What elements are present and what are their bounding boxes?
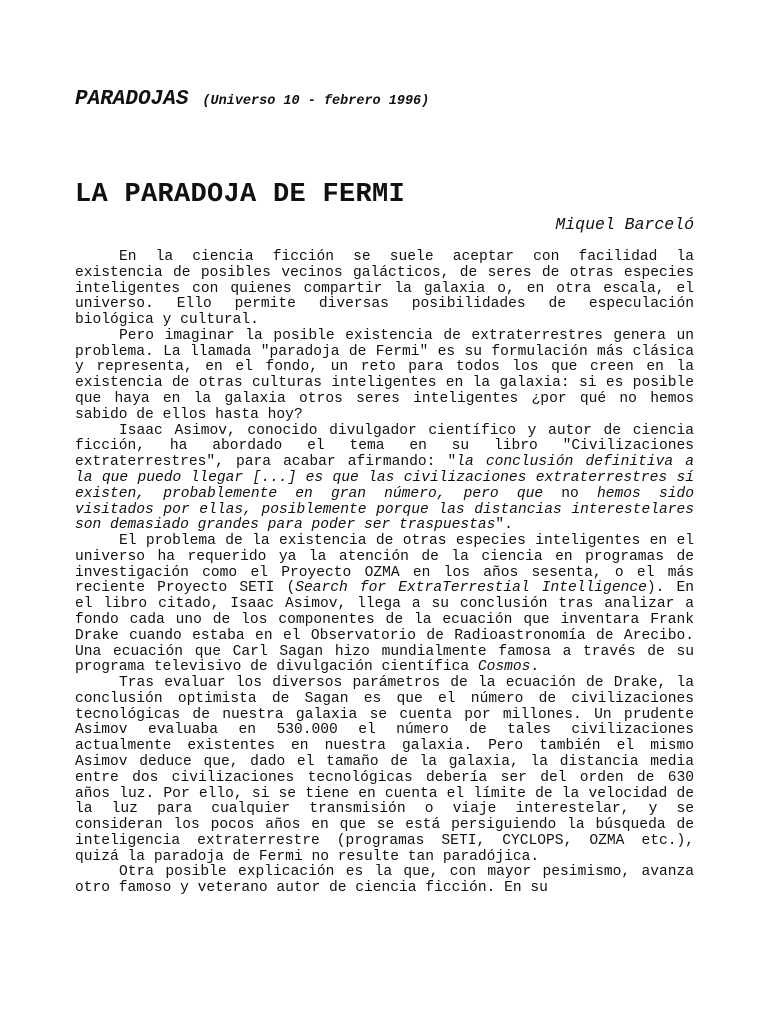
paragraph: Pero imaginar la posible existencia de extraterrestres genera un problema. La llamada "paradoja de Fermi" es su formulación más clásica y representa, en el fondo, un reto para todos los que creen en la existencia de otras culturas inteligentes en la galaxia: si es posible que haya en la galaxia otros seres inteligentes ¿por qué no hemos sabido de ellos hasta hoy? [75,327,694,423]
article-title: LA PARADOJA DE FERMI [75,180,406,210]
text-run: Isaac Asimov, conocido divulgador científico y autor de ciencia ficción, ha abordado el tema en su libro "Civilizaciones extraterrestres", para acabar afirmando: " [75,422,694,471]
section-header [75,88,429,111]
text-run: ). En el libro citado, Isaac Asimov, llega a su conclusión tras analizar a fondo cada uno de los componentes de la ecuación que inventara Frank Drake cuando estaba en el Observatorio de Radioastronomía de Arecibo. Una ecuación que Carl Sagan hizo mundialmente famosa a través de su programa televisivo de divulgación científica [75,580,694,676]
quote-italic: hemos sido visitados por ellas, posiblemente porque las distancias interestelares son demasiado grandes para poder ser traspuestas [75,485,694,534]
article-body [75,250,694,897]
paragraph: Tras evaluar los diversos parámetros de la ecuación de Drake, la conclusión optimista de Sagan es que el número de civilizaciones tecnológicas de nuestra galaxia se cuenta por millones. Un prudente Asimov evaluaba en 530.000 el número de tales civilizaciones actualmente existentes en nuestra galaxia. Pero también el mismo Asimov deduce que, dado el tamaño de la galaxia, la distancia media entre dos civilizaciones tecnológicas debería ser del orden de 630 años luz. Por ello, si se tiene en cuenta el límite de la velocidad de la luz para cualquier transmisión o viaje interestelar, y se consideran los pocos años en que se está persiguiendo la búsqueda de inteligencia extraterrestre (programas SETI, CYCLOPS, OZMA etc.), quizá la paradoja de Fermi no resulte tan paradójica. [75,675,694,865]
text-run: ". [495,517,513,534]
quote-italic: la conclusión definitiva a la que puedo llegar [...] es que las civilizaciones extraterrestres sí existen, probablemente en gran número, pero que [75,454,694,502]
text-run: El problema de la existencia de otras especies inteligentes en el universo ha requerido ya la atención de la ciencia en programas de investigación como el Proyecto OZMA en los años sesenta, o el más reciente Proyecto SETI ( [75,533,694,597]
paragraph [75,534,694,676]
paragraph: En la ciencia ficción se suele aceptar con facilidad la existencia de posibles vecinos galácticos, de seres de otras especies inteligentes con quienes compartir la galaxia o, en otra escala, el universo. Ello permite diversas posibilidades de especulación biológica y cultural. [75,249,694,329]
text-run: . [530,659,540,676]
paragraph [75,424,694,534]
article-author: Miquel Barceló [555,215,694,234]
term-italic: Cosmos [477,659,531,676]
text-run: no [543,485,597,502]
series-title: PARADOJAS [75,88,189,111]
paragraph: Otra posible explicación es la que, con mayor pesimismo, avanza otro famoso y veterano autor de ciencia ficción. En su [75,864,694,897]
term-italic: Search for ExtraTerrestial Intelligence [295,580,647,597]
issue-info: (Universo 10 - febrero 1996) [202,94,430,109]
